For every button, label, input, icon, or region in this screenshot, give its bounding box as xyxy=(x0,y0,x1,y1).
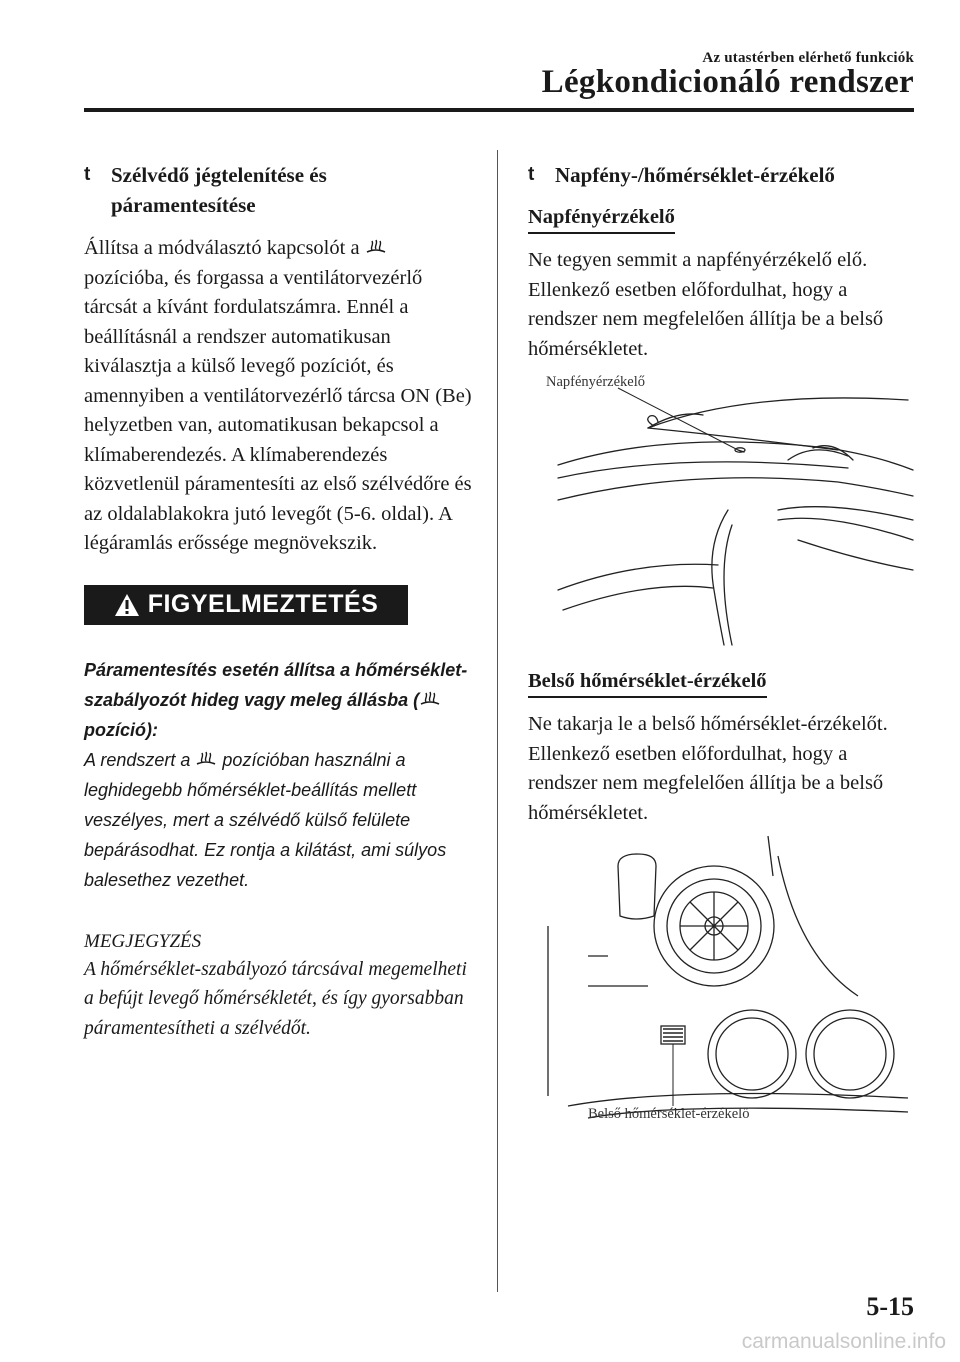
dashboard-illustration xyxy=(528,836,918,1126)
section-heading-defrost xyxy=(84,160,474,220)
paragraph-text-b: pozícióba, és forgassa a ventilátorvezérlő tárcsát a kívánt fordulatszámra. Ennél a beállításnál a rendszer automatikusan kiválasztja a külső levegő pozíciót, és amennyiben a ventilátorvezérlő tárcsa ON (Be) helyzetben van, automatikusan bekapcsol a klímaberendezés. A klímaberendezés közvetlenül páramentesíti az első szélvédőre és az oldalablakokra jutó levegőt (5-6. oldal). A légáramlás erőssége megnövekszik. xyxy=(84,266,472,554)
warning-banner xyxy=(84,585,408,625)
paragraph-text-a: Állítsa a módválasztó kapcsolót a xyxy=(84,237,360,259)
section-heading-text: Napfény-/hőmérséklet-érzékelő xyxy=(555,163,835,187)
windshield-defrost-icon xyxy=(365,238,387,256)
watermark: carmanualsonline.info xyxy=(741,1330,946,1353)
subheading-sunlight-sensor: Napfényérzékelő xyxy=(528,206,675,234)
warning-triangle-icon xyxy=(114,593,140,617)
figure-label: Belső hőmérséklet-érzékelő xyxy=(588,1106,750,1122)
cabin-sensor-figure xyxy=(528,836,918,1126)
warning-bold-a: Páramentesítés esetén állítsa a hőmérséklet-szabályozót hideg vagy meleg állásba ( xyxy=(84,659,468,710)
column-divider xyxy=(497,150,498,1292)
defrost-paragraph xyxy=(84,234,474,559)
warning-text-b: pozícióban használni a leghidegebb hőmérséklet-beállítás mellett veszélyes, mert a szélvédő külső felülete bepárásodhat. Ez rontja a kilátást, ami súlyos balesethez vezethet. xyxy=(84,749,447,890)
figure-label: Napfényérzékelő xyxy=(546,374,646,390)
section-heading-text: Szélvédő jégtelenítése és páramentesítése xyxy=(111,163,327,217)
left-column xyxy=(84,160,474,1043)
warning-text xyxy=(84,655,474,895)
note-heading: MEGJEGYZÉS xyxy=(84,930,202,952)
page-number: 5-15 xyxy=(866,1292,914,1321)
windshield-defrost-icon xyxy=(419,690,441,708)
sunlight-sensor-text: Ne tegyen semmit a napfényérzékelő elő. Ellenkező esetben előfordulhat, hogy a rendszer nem megfelelően állítja be a belső hőmérsékletet. xyxy=(528,249,884,360)
bullet-icon: t xyxy=(528,164,535,185)
note-text: A hőmérséklet-szabályozó tárcsával megemelheti a befújt levegő hőmérsékletét, és így gyorsabban páramentesítheti a szélvédőt. xyxy=(84,958,467,1039)
right-column xyxy=(528,160,918,1126)
warning-text-a: A rendszert a xyxy=(84,749,191,770)
windshield-defrost-icon xyxy=(195,750,217,768)
subheading-cabin-sensor: Belső hőmérséklet-érzékelő xyxy=(528,670,767,698)
page-title: Légkondicionáló rendszer xyxy=(541,64,914,100)
car-windshield-illustration xyxy=(528,370,918,652)
section-heading-sensors xyxy=(528,160,918,190)
warning-label: FIGYELMEZTETÉS xyxy=(147,590,379,618)
warning-bold-b: pozíció): xyxy=(84,719,158,740)
bullet-icon: t xyxy=(84,164,91,185)
sunlight-sensor-figure xyxy=(528,370,918,652)
header-rule xyxy=(84,108,914,112)
chapter-title: Az utastérben elérhető funkciók xyxy=(702,50,914,66)
cabin-sensor-text: Ne takarja le a belső hőmérséklet-érzékelőt. Ellenkező esetben előfordulhat, hogy a rendszer nem megfelelően állítja be a belső hőmérsékletet. xyxy=(528,713,888,824)
